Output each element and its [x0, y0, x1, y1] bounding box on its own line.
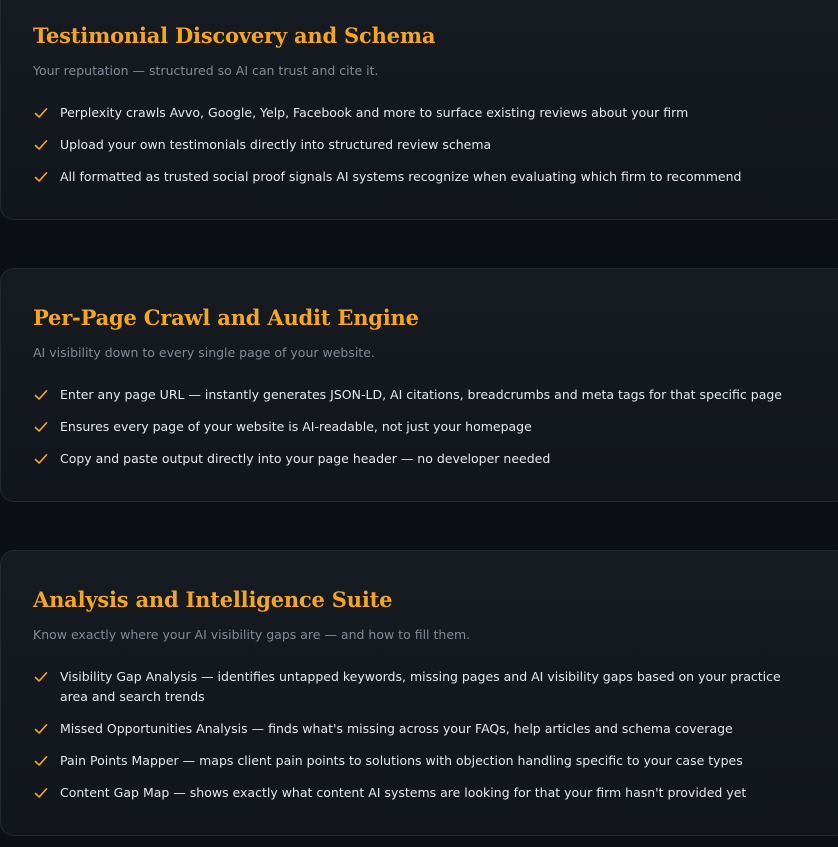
card-subtitle: AI visibility down to every single page of your website.	[33, 345, 375, 360]
list-item	[33, 449, 807, 469]
list-item	[33, 135, 807, 155]
check-icon	[34, 755, 48, 767]
feature-list	[33, 103, 807, 187]
list-item	[33, 167, 807, 187]
list-item	[33, 783, 807, 803]
feature-list	[33, 667, 807, 803]
check-icon	[34, 389, 48, 401]
card-title: Analysis and Intelligence Suite	[33, 587, 393, 612]
check-icon	[34, 139, 48, 151]
check-icon	[34, 421, 48, 433]
card-title: Per-Page Crawl and Audit Engine	[33, 305, 419, 330]
list-item-text: Content Gap Map — shows exactly what content AI systems are looking for that your firm hasn't provided yet	[60, 785, 747, 800]
feature-card-analysis-suite	[0, 550, 838, 836]
list-item-text: All formatted as trusted social proof signals AI systems recognize when evaluating which firm to recommend	[60, 169, 742, 184]
check-icon	[34, 787, 48, 799]
list-item-text: Copy and paste output directly into your page header — no developer needed	[60, 451, 551, 466]
list-item-text: Visibility Gap Analysis — identifies untapped keywords, missing pages and AI visibility gaps based on your practice area and search trends	[60, 669, 781, 704]
list-item-text: Pain Points Mapper — maps client pain points to solutions with objection handling specific to your case types	[60, 753, 743, 768]
list-item-text: Upload your own testimonials directly into structured review schema	[60, 137, 492, 152]
feature-list	[33, 385, 807, 469]
check-icon	[34, 723, 48, 735]
card-subtitle: Your reputation — structured so AI can trust and cite it.	[33, 63, 379, 78]
list-item-text: Ensures every page of your website is AI-readable, not just your homepage	[60, 419, 532, 434]
list-item	[33, 385, 807, 405]
card-subtitle: Know exactly where your AI visibility gaps are — and how to fill them.	[33, 627, 471, 642]
list-item-text: Perplexity crawls Avvo, Google, Yelp, Facebook and more to surface existing reviews about your firm	[60, 105, 689, 120]
list-item	[33, 751, 807, 771]
list-item-text: Enter any page URL — instantly generates JSON-LD, AI citations, breadcrumbs and meta tags for that specific page	[60, 387, 782, 402]
check-icon	[34, 171, 48, 183]
check-icon	[34, 453, 48, 465]
list-item	[33, 103, 807, 123]
check-icon	[34, 107, 48, 119]
feature-card-per-page-crawl	[0, 268, 838, 502]
check-icon	[34, 671, 48, 683]
list-item	[33, 417, 807, 437]
feature-card-testimonial-discovery	[0, 0, 838, 220]
card-title: Testimonial Discovery and Schema	[33, 23, 436, 48]
list-item-text: Missed Opportunities Analysis — finds what's missing across your FAQs, help articles and schema coverage	[60, 721, 733, 736]
list-item	[33, 719, 807, 739]
list-item	[33, 667, 807, 707]
